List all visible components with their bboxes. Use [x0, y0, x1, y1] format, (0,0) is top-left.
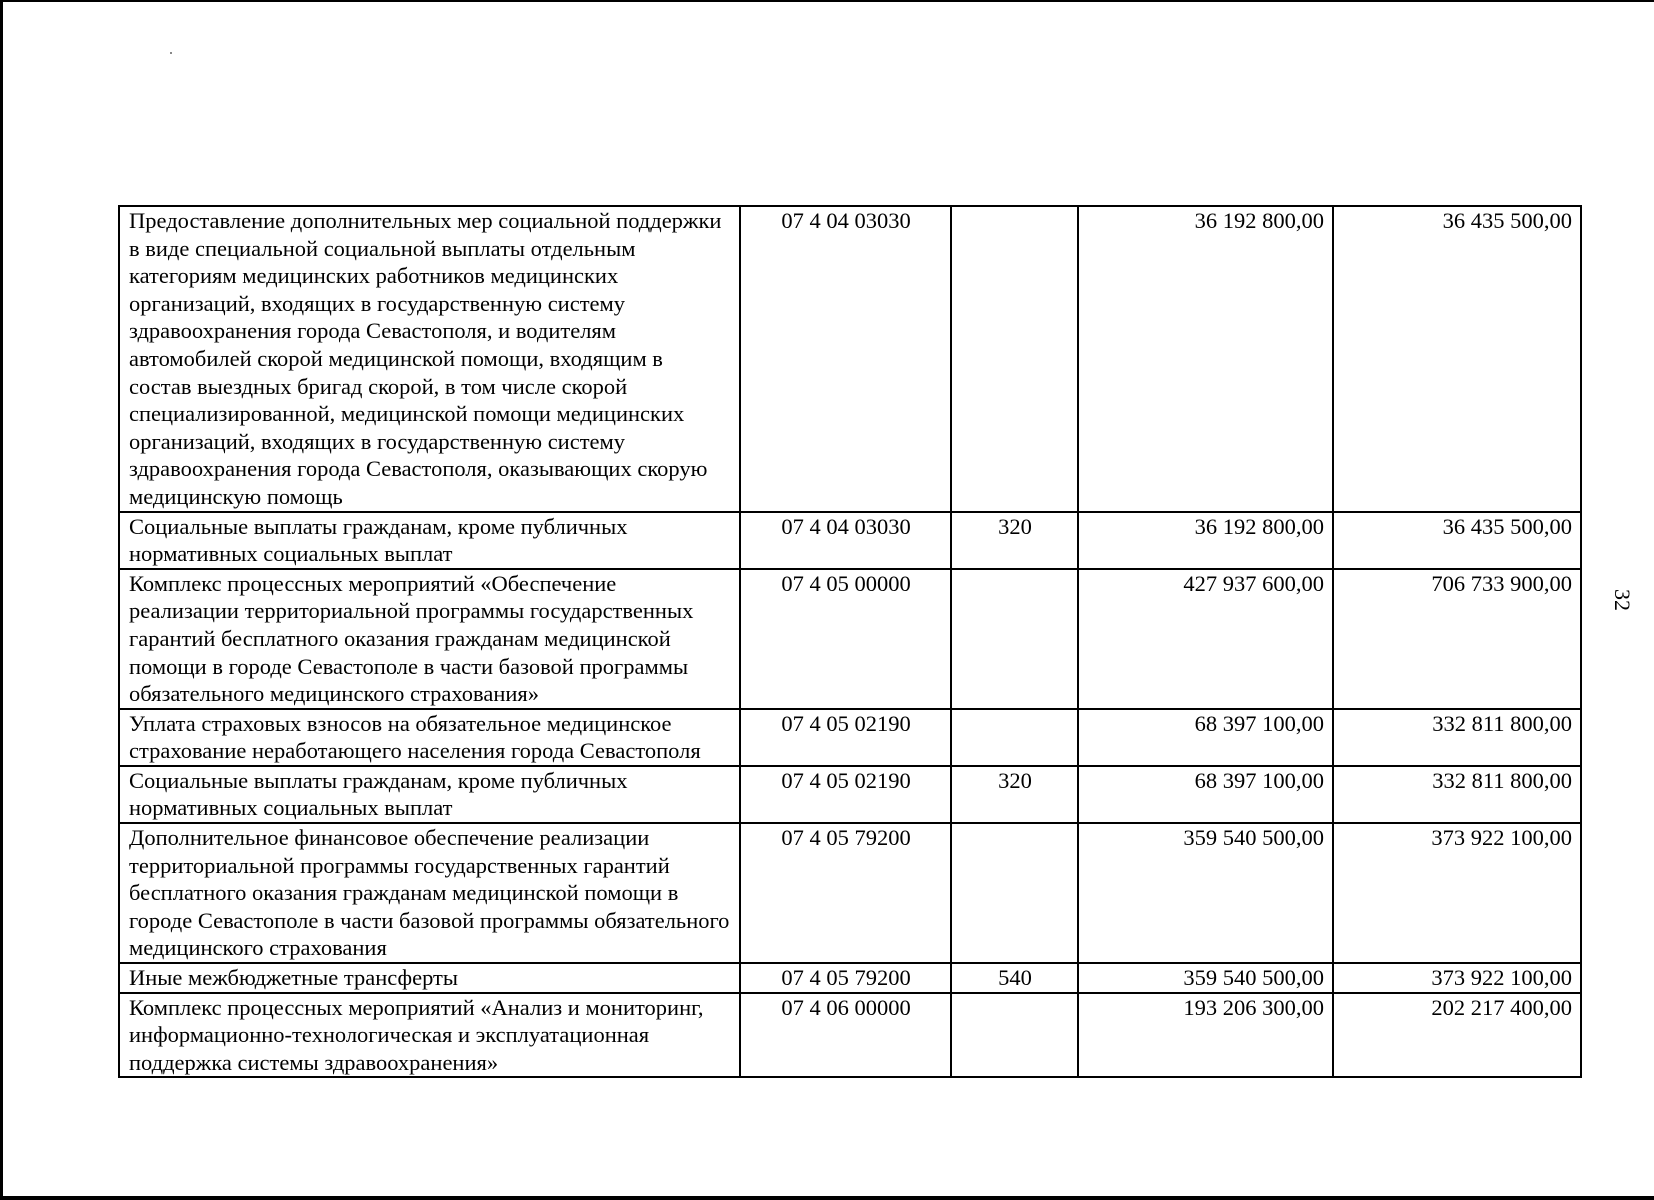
- table-row: [119, 993, 1581, 1078]
- row-name-cell: Социальные выплаты гражданам, кроме публичных нормативных социальных выплат: [119, 766, 740, 823]
- row-type-cell: [951, 569, 1078, 709]
- row-name-cell: Комплекс процессных мероприятий «Обеспечение реализации территориальной программы государственных гарантий бесплатного оказания гражданам медицинской помощи в городе Севастополе в части базовой программы обязательного медицинского страхования»: [119, 569, 740, 709]
- row-amount-year1-cell: 68 397 100,00: [1078, 709, 1333, 766]
- row-amount-year2-cell: 706 733 900,00: [1333, 569, 1581, 709]
- row-code-cell: 07 4 05 79200: [740, 963, 951, 993]
- table-row: [119, 963, 1581, 993]
- scan-border-top: [0, 0, 1654, 2]
- row-amount-year1-cell: 36 192 800,00: [1078, 206, 1333, 512]
- row-type-cell: 320: [951, 766, 1078, 823]
- row-name-cell: Социальные выплаты гражданам, кроме публичных нормативных социальных выплат: [119, 512, 740, 569]
- table-row: [119, 766, 1581, 823]
- row-amount-year1-cell: 193 206 300,00: [1078, 993, 1333, 1078]
- row-amount-year1-cell: 36 192 800,00: [1078, 512, 1333, 569]
- row-name-cell: Иные межбюджетные трансферты: [119, 963, 740, 993]
- row-code-cell: 07 4 05 79200: [740, 823, 951, 963]
- row-amount-year1-cell: 359 540 500,00: [1078, 823, 1333, 963]
- row-amount-year1-cell: 427 937 600,00: [1078, 569, 1333, 709]
- row-name-cell: Уплата страховых взносов на обязательное медицинское страхование неработающего населения города Севастополя: [119, 709, 740, 766]
- scan-speck: [170, 52, 172, 54]
- row-amount-year2-cell: 373 922 100,00: [1333, 963, 1581, 993]
- row-code-cell: 07 4 04 03030: [740, 206, 951, 512]
- row-amount-year2-cell: 373 922 100,00: [1333, 823, 1581, 963]
- budget-table: [118, 205, 1582, 1078]
- table-row: [119, 823, 1581, 963]
- row-name-cell: Дополнительное финансовое обеспечение реализации территориальной программы государственных гарантий бесплатного оказания гражданам медицинской помощи в городе Севастополе в части базовой программы обязательного медицинского страхования: [119, 823, 740, 963]
- row-type-cell: 320: [951, 512, 1078, 569]
- row-code-cell: 07 4 04 03030: [740, 512, 951, 569]
- row-amount-year2-cell: 202 217 400,00: [1333, 993, 1581, 1078]
- table-row: [119, 512, 1581, 569]
- row-code-cell: 07 4 05 02190: [740, 709, 951, 766]
- row-type-cell: [951, 206, 1078, 512]
- scan-border-left: [0, 0, 3, 1200]
- row-code-cell: 07 4 05 00000: [740, 569, 951, 709]
- table-row: [119, 569, 1581, 709]
- row-name-cell: Предоставление дополнительных мер социальной поддержки в виде специальной социальной выплаты отдельным категориям медицинских работников медицинских организаций, входящих в государственную систему здравоохранения города Севастополя, и водителям автомобилей скорой медицинской помощи, входящим в состав выездных бригад скорой, в том числе скорой специализированной, медицинской помощи медицинских организаций, входящих в государственную систему здравоохранения города Севастополя, оказывающих скорую медицинскую помощь: [119, 206, 740, 512]
- row-amount-year2-cell: 332 811 800,00: [1333, 766, 1581, 823]
- row-amount-year2-cell: 332 811 800,00: [1333, 709, 1581, 766]
- table-row: [119, 709, 1581, 766]
- row-code-cell: 07 4 06 00000: [740, 993, 951, 1078]
- row-code-cell: 07 4 05 02190: [740, 766, 951, 823]
- table-row: [119, 206, 1581, 512]
- row-amount-year2-cell: 36 435 500,00: [1333, 206, 1581, 512]
- row-type-cell: [951, 823, 1078, 963]
- row-name-cell: Комплекс процессных мероприятий «Анализ и мониторинг, информационно-технологическая и эксплуатационная поддержка системы здравоохранения»: [119, 993, 740, 1078]
- row-type-cell: 540: [951, 963, 1078, 993]
- scan-border-bottom: [0, 1196, 1654, 1200]
- row-amount-year1-cell: 359 540 500,00: [1078, 963, 1333, 993]
- row-type-cell: [951, 993, 1078, 1078]
- row-amount-year1-cell: 68 397 100,00: [1078, 766, 1333, 823]
- row-type-cell: [951, 709, 1078, 766]
- row-amount-year2-cell: 36 435 500,00: [1333, 512, 1581, 569]
- page-number: 32: [1610, 589, 1635, 611]
